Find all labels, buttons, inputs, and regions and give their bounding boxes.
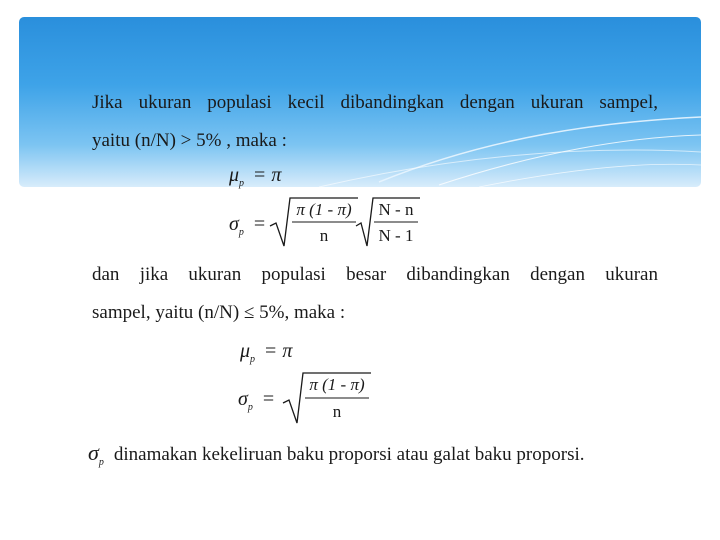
fraction-2-denominator: N - 1 [378, 226, 414, 245]
sqrt-fraction-3 [283, 371, 371, 425]
footer-definition [88, 440, 585, 466]
mu-symbol: μ [229, 164, 240, 186]
pi-symbol: π [271, 164, 282, 186]
paragraph-1-line-2: yaitu (n/N) > 5% , maka : [92, 130, 287, 151]
sigma-symbol: σ [238, 388, 248, 410]
sigma-symbol: σ [88, 440, 99, 465]
fraction-1-denominator: n [319, 226, 329, 245]
subscript-p: p [239, 178, 245, 189]
fraction-3-numerator: π (1 - π) [309, 375, 365, 394]
paragraph-1-line-1: Jika ukuran populasi kecil dibandingkan dengan ukuran sampel, [92, 92, 658, 113]
subscript-p: p [98, 457, 104, 468]
equals-sign: = [265, 340, 277, 362]
formula-mean-finite [229, 164, 281, 187]
paragraph-2-line-1: dan jika ukuran populasi besar dibandingkan dengan ukuran [92, 264, 658, 285]
equals-sign: = [254, 164, 266, 186]
fraction-2-numerator: N - n [378, 200, 414, 219]
subscript-p: p [250, 354, 256, 365]
equals-sign: = [253, 213, 266, 235]
equals-sign: = [262, 388, 275, 410]
subscript-p: p [247, 402, 253, 413]
paragraph-2-line-2: sampel, yaitu (n/N) ≤ 5%, maka : [92, 302, 346, 323]
subscript-p: p [238, 227, 244, 238]
mu-symbol: μ [240, 340, 251, 362]
formula-sd-infinite-lhs [238, 388, 280, 411]
fraction-1-numerator: π (1 - π) [296, 200, 352, 219]
footer-text: dinamakan kekeliruan baku proporsi atau galat baku proporsi. [113, 444, 585, 465]
pi-symbol: π [282, 340, 293, 362]
sqrt-fraction-2 [356, 196, 420, 248]
formula-sd-finite-lhs [229, 213, 271, 236]
sigma-symbol: σ [229, 213, 239, 235]
formula-mean-infinite [240, 340, 292, 363]
sqrt-fraction-1 [270, 196, 358, 248]
fraction-3-denominator: n [332, 402, 342, 421]
